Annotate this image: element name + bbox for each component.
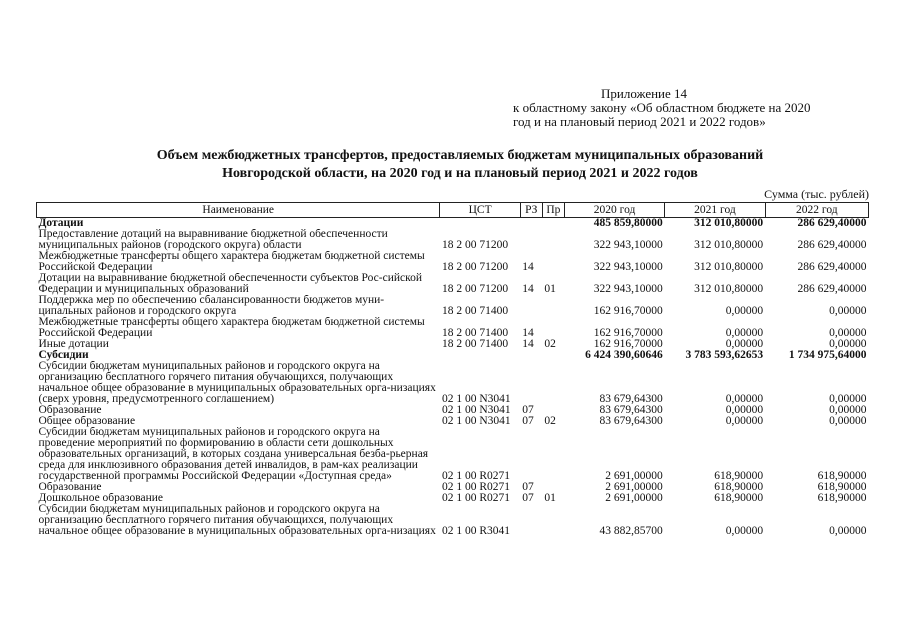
cell-name: Предоставление дотаций на выравнивание бюджетной обеспеченности муниципальных районов (городского округа) области: [38, 229, 388, 251]
cell-2022: 0,00000: [829, 525, 867, 537]
cell-name: Субсидии: [38, 350, 89, 361]
cell-2020: 83 679,64300: [599, 405, 663, 416]
table-header-row: [37, 203, 869, 218]
cell-rz: [520, 350, 542, 361]
cell-2020: 162 916,70000: [593, 339, 663, 350]
table-row: [37, 350, 869, 361]
table-row: [37, 317, 869, 339]
cell-2022: 0,00000: [829, 393, 867, 405]
cell-rz: [520, 504, 542, 537]
cell-2020: 162 916,70000: [593, 305, 663, 317]
cell-2022: 1 734 975,64000: [788, 350, 867, 361]
cell-2021: 0,00000: [725, 393, 764, 405]
cell-pr: 01: [544, 493, 556, 504]
cell-2020: 6 424 390,60646: [585, 350, 663, 361]
cell-pr: [542, 427, 564, 482]
table-row: [37, 273, 869, 295]
cell-name: Поддержка мер по обеспечению сбалансированности бюджетов муни-ципальных районов и городского округа: [38, 295, 385, 317]
annex-law-reference: к областному закону «Об областном бюджете на 2020: [513, 100, 811, 115]
cell-rz: [520, 361, 542, 405]
cell-2020: 43 882,85700: [599, 525, 663, 537]
table-row: [37, 218, 869, 230]
cell-2022: 0,00000: [829, 305, 867, 317]
table-row: [37, 361, 869, 405]
cell-rz: 07: [522, 482, 534, 493]
cell-name: Общее образование: [38, 416, 136, 427]
table-row: [37, 482, 869, 493]
cell-rz: [520, 229, 542, 251]
cell-2022: 0,00000: [829, 416, 867, 427]
cell-2020: 322 943,10000: [593, 283, 663, 295]
cell-2022: 0,00000: [829, 405, 867, 416]
cell-2021: 312 010,80000: [665, 218, 765, 230]
cell-name: Субсидии бюджетам муниципальных районов и городского округа на организацию бесплатного горячего питания обучающихся, получающих начальное общее образование в муниципальных образовательных орга-низациях: [38, 504, 436, 537]
table-row: [37, 339, 869, 350]
header-2021: 2021 год: [665, 203, 765, 218]
cell-cst: 02 1 00 R0271: [441, 493, 510, 504]
cell-2022: 618,90000: [817, 482, 867, 493]
table-row: [37, 229, 869, 251]
cell-pr: [542, 317, 564, 339]
cell-name: Дотации на выравнивание бюджетной обеспеченности субъектов Рос-сийской Федерации и муниципальных образований: [38, 273, 423, 295]
document-title-line-1: Объем межбюджетных трансфертов, предоставляемых бюджетам муниципальных образований: [156, 148, 764, 163]
cell-2022: 286 629,40000: [797, 261, 867, 273]
header-cst: ЦСТ: [440, 203, 520, 218]
table-row: [37, 251, 869, 273]
cell-cst: 18 2 00 71400: [441, 305, 509, 317]
cell-pr: [542, 361, 564, 405]
cell-pr: 01: [544, 283, 556, 295]
header-2022: 2022 год: [765, 203, 868, 218]
cell-2020: 83 679,64300: [599, 393, 663, 405]
cell-rz: [520, 295, 542, 317]
cell-2020: 2 691,00000: [605, 482, 663, 493]
cell-rz: 14: [522, 283, 534, 295]
cell-2022: 286 629,40000: [765, 218, 868, 230]
table-row: [37, 295, 869, 317]
cell-2022: 0,00000: [829, 339, 867, 350]
table-row: [37, 427, 869, 482]
table-row: [37, 493, 869, 504]
cell-2021: 0,00000: [725, 525, 764, 537]
cell-name: Межбюджетные трансферты общего характера бюджетам бюджетной системы Российской Федерации: [38, 251, 425, 273]
cell-name: Иные дотации: [38, 339, 109, 350]
cell-2020: 2 691,00000: [605, 493, 663, 504]
cell-cst: [440, 218, 520, 230]
cell-cst: 18 2 00 71200: [441, 239, 509, 251]
cell-2021: 0,00000: [725, 327, 764, 339]
cell-rz: 07: [522, 416, 534, 427]
cell-2022: 618,90000: [817, 470, 867, 482]
cell-cst: 02 1 00 N3041: [441, 405, 511, 416]
cell-name: Межбюджетные трансферты общего характера бюджетам бюджетной системы Российской Федерации: [38, 317, 425, 339]
cell-rz: 07: [522, 493, 534, 504]
cell-cst: 18 2 00 71400: [441, 339, 509, 350]
cell-pr: [542, 405, 564, 416]
cell-cst: 18 2 00 71400: [441, 327, 509, 339]
cell-2020: 83 679,64300: [599, 416, 663, 427]
cell-rz: 14: [522, 339, 534, 350]
cell-rz: [520, 427, 542, 482]
document-title-line-2: Новгородской области, на 2020 год и на плановый период 2021 и 2022 годов: [222, 166, 698, 181]
cell-name: Субсидии бюджетам муниципальных районов и городского округа на проведение мероприятий по формированию в области сети дошкольных образовательных организаций, в которых создана универсальная безба-рьерная среда для инклюзивного образования детей инвалидов, в рам-ках реализации государственной программы Российской Федерации «Доступная среда»: [38, 427, 429, 482]
cell-cst: 18 2 00 71200: [441, 261, 509, 273]
cell-2021: 312 010,80000: [694, 261, 764, 273]
cell-name: Образование: [38, 405, 102, 416]
cell-2021: 3 783 593,62653: [685, 350, 764, 361]
cell-name: Субсидии бюджетам муниципальных районов и городского округа на организацию бесплатного горячего питания обучающихся, получающих начальное общее образование в муниципальных образовательных орга-низациях (сверх уровня, предусмотренного соглашением): [38, 361, 436, 405]
cell-rz: 14: [522, 327, 534, 339]
cell-rz: 14: [522, 261, 534, 273]
cell-cst: 02 1 00 R0271: [441, 470, 510, 482]
cell-2020: 162 916,70000: [593, 327, 663, 339]
table-row: [37, 416, 869, 427]
header-rz: РЗ: [520, 203, 542, 218]
cell-cst: 02 1 00 R0271: [441, 482, 510, 493]
annex-header: [513, 87, 883, 129]
cell-name: Дошкольное образование: [38, 493, 164, 504]
cell-cst: 18 2 00 71200: [441, 283, 509, 295]
cell-2021: 618,90000: [714, 493, 764, 504]
cell-2021: 0,00000: [725, 416, 764, 427]
cell-2020: 2 691,00000: [605, 470, 663, 482]
cell-2021: 0,00000: [725, 305, 764, 317]
cell-rz: [520, 218, 542, 230]
cell-2021: 618,90000: [714, 470, 764, 482]
cell-2021: 312 010,80000: [694, 239, 764, 251]
cell-pr: [542, 350, 564, 361]
cell-2021: 312 010,80000: [694, 283, 764, 295]
cell-2022: 286 629,40000: [797, 239, 867, 251]
cell-pr: [542, 504, 564, 537]
cell-pr: 02: [544, 339, 556, 350]
cell-cst: 02 1 00 N3041: [441, 416, 511, 427]
cell-2022: 286 629,40000: [797, 283, 867, 295]
cell-2022: 618,90000: [817, 493, 867, 504]
cell-2020: 322 943,10000: [593, 239, 663, 251]
cell-2020: 485 859,80000: [564, 218, 664, 230]
cell-name: Дотации: [37, 218, 440, 230]
transfers-table: [36, 202, 869, 537]
header-pr: Пр: [542, 203, 564, 218]
cell-cst: 02 1 00 R3041: [441, 525, 510, 537]
cell-pr: [542, 229, 564, 251]
cell-pr: [542, 251, 564, 273]
annex-number: Приложение 14: [601, 86, 688, 101]
cell-2021: 0,00000: [725, 405, 764, 416]
header-2020: 2020 год: [564, 203, 664, 218]
cell-name: Образование: [38, 482, 102, 493]
header-name: Наименование: [37, 203, 440, 218]
table-row: [37, 405, 869, 416]
cell-2022: 0,00000: [829, 327, 867, 339]
table-row: [37, 504, 869, 537]
cell-rz: 07: [522, 405, 534, 416]
annex-law-reference-cont: год и на плановый период 2021 и 2022 годов»: [513, 114, 766, 129]
table-body: [37, 218, 869, 538]
cell-2021: 618,90000: [714, 482, 764, 493]
units-label: Сумма (тыс. рублей): [764, 187, 869, 201]
cell-2021: 0,00000: [725, 339, 764, 350]
cell-pr: [542, 218, 564, 230]
cell-pr: [542, 295, 564, 317]
cell-cst: [440, 350, 520, 361]
document-title: [60, 147, 860, 183]
cell-2020: 322 943,10000: [593, 261, 663, 273]
cell-pr: [542, 482, 564, 493]
cell-cst: 02 1 00 N3041: [441, 393, 511, 405]
cell-pr: 02: [544, 416, 556, 427]
